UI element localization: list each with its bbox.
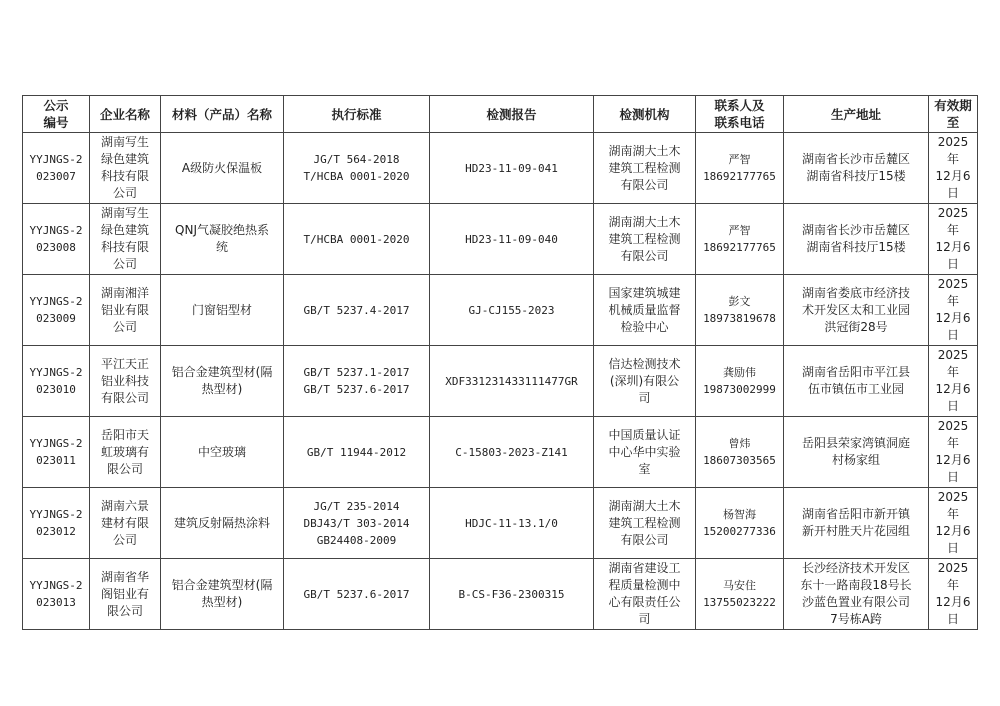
cell-report: B-CS-F36-2300315 bbox=[430, 559, 594, 630]
cell-company: 湖南湘洋 铝业有限 公司 bbox=[90, 275, 161, 346]
cell-standard: JG/T 235-2014 DBJ43/T 303-2014 GB24408-2009 bbox=[284, 488, 430, 559]
cell-contact bbox=[696, 133, 784, 204]
table-row bbox=[23, 488, 978, 559]
contact-name: 龚励伟 bbox=[723, 366, 756, 379]
cell-product: QNJ气凝胶绝热系 统 bbox=[161, 204, 284, 275]
cell-company: 岳阳市天 虹玻璃有 限公司 bbox=[90, 417, 161, 488]
contact-name: 彭文 bbox=[728, 295, 751, 308]
cell-agency: 中国质量认证 中心华中实验 室 bbox=[594, 417, 696, 488]
header-valid-until: 有效期 至 bbox=[929, 96, 978, 133]
cell-agency: 湖南湖大土木 建筑工程检测 有限公司 bbox=[594, 204, 696, 275]
cell-product: 铝合金建筑型材(隔 热型材) bbox=[161, 346, 284, 417]
cell-valid-until: 2025年 12月6 日 bbox=[929, 417, 978, 488]
cell-contact bbox=[696, 417, 784, 488]
cell-agency: 信达检测技术 (深圳)有限公 司 bbox=[594, 346, 696, 417]
table-row bbox=[23, 275, 978, 346]
cell-code: YYJNGS-2 023007 bbox=[23, 133, 90, 204]
cell-company: 湖南写生 绿色建筑 科技有限 公司 bbox=[90, 133, 161, 204]
contact-name: 马安住 bbox=[723, 579, 756, 592]
contact-phone: 18607303565 bbox=[703, 454, 776, 467]
header-standard: 执行标准 bbox=[284, 96, 430, 133]
cell-agency: 湖南省建设工 程质量检测中 心有限责任公 司 bbox=[594, 559, 696, 630]
cell-contact bbox=[696, 204, 784, 275]
cell-product: A级防火保温板 bbox=[161, 133, 284, 204]
header-row bbox=[23, 96, 978, 133]
cell-address: 湖南省长沙市岳麓区 湖南省科技厅15楼 bbox=[784, 133, 929, 204]
header-code: 公示 编号 bbox=[23, 96, 90, 133]
cell-report: HDJC-11-13.1/0 bbox=[430, 488, 594, 559]
cell-valid-until: 2025年 12月6 日 bbox=[929, 133, 978, 204]
cell-report: C-15803-2023-Z141 bbox=[430, 417, 594, 488]
cell-standard: GB/T 5237.6-2017 bbox=[284, 559, 430, 630]
cell-code: YYJNGS-2 023009 bbox=[23, 275, 90, 346]
cell-product: 中空玻璃 bbox=[161, 417, 284, 488]
cell-standard: T/HCBA 0001-2020 bbox=[284, 204, 430, 275]
cell-standard: GB/T 5237.1-2017 GB/T 5237.6-2017 bbox=[284, 346, 430, 417]
contact-name: 曾炜 bbox=[728, 437, 751, 450]
contact-phone: 19873002999 bbox=[703, 383, 776, 396]
cell-agency: 湖南湖大土木 建筑工程检测 有限公司 bbox=[594, 133, 696, 204]
cell-code: YYJNGS-2 023008 bbox=[23, 204, 90, 275]
table-row bbox=[23, 559, 978, 630]
cell-address: 湖南省岳阳市平江县 伍市镇伍市工业园 bbox=[784, 346, 929, 417]
registry-table bbox=[22, 95, 978, 630]
cell-code: YYJNGS-2 023010 bbox=[23, 346, 90, 417]
contact-name: 严智 bbox=[728, 224, 751, 237]
cell-address: 湖南省岳阳市新开镇 新开村胜天片花园组 bbox=[784, 488, 929, 559]
cell-address: 湖南省长沙市岳麓区 湖南省科技厅15楼 bbox=[784, 204, 929, 275]
cell-standard: GB/T 5237.4-2017 bbox=[284, 275, 430, 346]
cell-valid-until: 2025年 12月6 日 bbox=[929, 559, 978, 630]
header-report: 检测报告 bbox=[430, 96, 594, 133]
cell-valid-until: 2025年 12月6 日 bbox=[929, 488, 978, 559]
header-company: 企业名称 bbox=[90, 96, 161, 133]
cell-company: 湖南写生 绿色建筑 科技有限 公司 bbox=[90, 204, 161, 275]
cell-report: HD23-11-09-040 bbox=[430, 204, 594, 275]
cell-company: 湖南六景 建材有限 公司 bbox=[90, 488, 161, 559]
cell-valid-until: 2025年 12月6 日 bbox=[929, 204, 978, 275]
cell-agency: 国家建筑城建 机械质量监督 检验中心 bbox=[594, 275, 696, 346]
cell-valid-until: 2025年 12月6 日 bbox=[929, 275, 978, 346]
contact-name: 严智 bbox=[728, 153, 751, 166]
cell-report: GJ-CJ155-2023 bbox=[430, 275, 594, 346]
cell-contact bbox=[696, 559, 784, 630]
header-address: 生产地址 bbox=[784, 96, 929, 133]
cell-product: 铝合金建筑型材(隔 热型材) bbox=[161, 559, 284, 630]
cell-report: XDF331231433111477GR bbox=[430, 346, 594, 417]
header-product: 材料（产品）名称 bbox=[161, 96, 284, 133]
cell-company: 湖南省华 阁铝业有 限公司 bbox=[90, 559, 161, 630]
cell-code: YYJNGS-2 023012 bbox=[23, 488, 90, 559]
cell-valid-until: 2025年 12月6 日 bbox=[929, 346, 978, 417]
table-row bbox=[23, 133, 978, 204]
contact-phone: 18692177765 bbox=[703, 170, 776, 183]
cell-standard: JG/T 564-2018 T/HCBA 0001-2020 bbox=[284, 133, 430, 204]
cell-address: 岳阳县荣家湾镇洞庭 村杨家组 bbox=[784, 417, 929, 488]
cell-company: 平江天正 铝业科技 有限公司 bbox=[90, 346, 161, 417]
cell-contact bbox=[696, 346, 784, 417]
table-row bbox=[23, 417, 978, 488]
cell-report: HD23-11-09-041 bbox=[430, 133, 594, 204]
table-row bbox=[23, 346, 978, 417]
contact-name: 杨智海 bbox=[723, 508, 756, 521]
cell-product: 门窗铝型材 bbox=[161, 275, 284, 346]
cell-agency: 湖南湖大土木 建筑工程检测 有限公司 bbox=[594, 488, 696, 559]
cell-contact bbox=[696, 488, 784, 559]
header-agency: 检测机构 bbox=[594, 96, 696, 133]
cell-address: 湖南省娄底市经济技 术开发区太和工业园 洪冠街28号 bbox=[784, 275, 929, 346]
cell-code: YYJNGS-2 023013 bbox=[23, 559, 90, 630]
cell-contact bbox=[696, 275, 784, 346]
table-row bbox=[23, 204, 978, 275]
contact-phone: 18692177765 bbox=[703, 241, 776, 254]
header-contact: 联系人及 联系电话 bbox=[696, 96, 784, 133]
contact-phone: 13755023222 bbox=[703, 596, 776, 609]
cell-standard: GB/T 11944-2012 bbox=[284, 417, 430, 488]
contact-phone: 18973819678 bbox=[703, 312, 776, 325]
cell-address: 长沙经济技术开发区 东十一路南段18号长 沙蓝色置业有限公司 7号栋A跨 bbox=[784, 559, 929, 630]
contact-phone: 15200277336 bbox=[703, 525, 776, 538]
cell-product: 建筑反射隔热涂料 bbox=[161, 488, 284, 559]
cell-code: YYJNGS-2 023011 bbox=[23, 417, 90, 488]
